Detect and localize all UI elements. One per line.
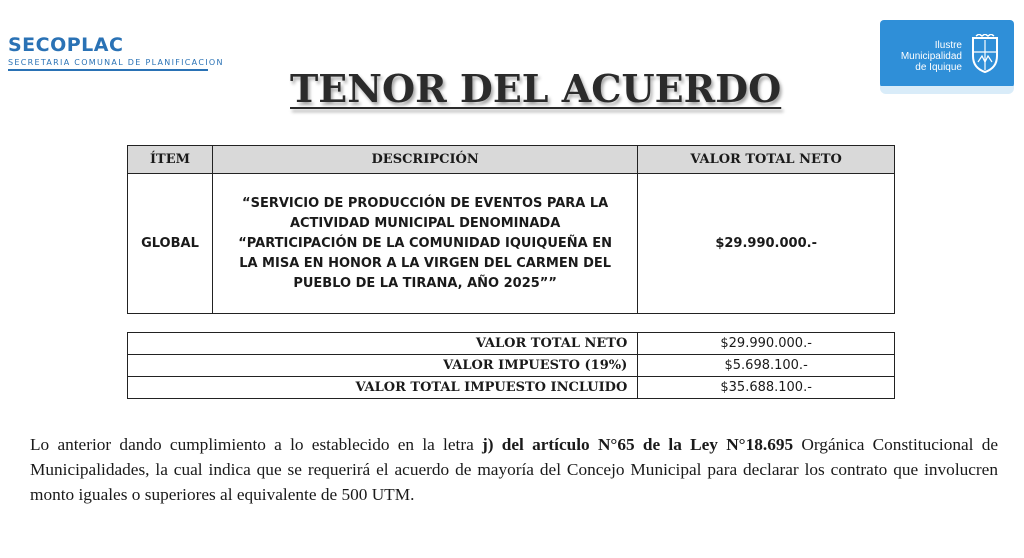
muni-line-2: Municipalidad [900, 51, 962, 62]
secoplac-logo-title: SECOPLAC [8, 34, 124, 56]
item-cell: GLOBAL [128, 174, 213, 314]
totals-row [128, 377, 895, 399]
tax-value: $5.698.100.- [638, 355, 895, 377]
muni-line-1: Ilustre [934, 40, 962, 51]
totals-table [127, 332, 895, 399]
crest-icon [970, 34, 1000, 74]
totals-row [128, 355, 895, 377]
table-row [128, 174, 895, 314]
agreement-table [127, 145, 895, 314]
tax-label: VALOR IMPUESTO (19%) [128, 355, 638, 377]
header-description: DESCRIPCIÓN [212, 146, 637, 174]
total-neto-value: $29.990.000.- [638, 333, 895, 355]
header-value: VALOR TOTAL NETO [638, 146, 895, 174]
table-header-row [128, 146, 895, 174]
total-with-tax-value: $35.688.100.- [638, 377, 895, 399]
total-with-tax-label: VALOR TOTAL IMPUESTO INCLUIDO [128, 377, 638, 399]
page-title-text: TENOR DEL ACUERDO [290, 66, 782, 111]
municipalidad-name [901, 40, 962, 73]
paragraph-law-reference: j) del artículo N°65 de la Ley N°18.695 [482, 435, 794, 454]
description-cell: “SERVICIO DE PRODUCCIÓN DE EVENTOS PARA LA ACTIVIDAD MUNICIPAL DENOMINADA “PARTICIPACIÓN DE LA COMUNIDAD IQUIQUEÑA EN LA MISA EN HONOR A LA VIRGEN DEL CARMEN DEL PUEBLO DE LA TIRANA, AÑO 2025”” [212, 174, 637, 314]
paragraph-part-2: Orgánica Constitucional de Municipalidades, la cual indica que se requerirá el acuerdo de mayoría del Concejo Municipal para declarar los contrato que involucren monto iguales o superiores al equivalente de 500 UTM. [30, 435, 999, 504]
value-cell: $29.990.000.- [638, 174, 895, 314]
secoplac-logo-underline [8, 69, 208, 71]
legal-paragraph [30, 432, 998, 507]
page-title [290, 66, 782, 111]
secoplac-logo-subtitle: SECRETARIA COMUNAL DE PLANIFICACION [8, 58, 224, 67]
secoplac-logo [8, 34, 224, 71]
muni-line-3: de Iquique [915, 62, 962, 73]
total-neto-label: VALOR TOTAL NETO [128, 333, 638, 355]
paragraph-part-1: Lo anterior dando cumplimiento a lo establecido en la letra [30, 435, 483, 454]
totals-row [128, 333, 895, 355]
header-item: ÍTEM [128, 146, 213, 174]
badge-shadow [880, 86, 1014, 94]
municipalidad-badge [880, 20, 1014, 88]
